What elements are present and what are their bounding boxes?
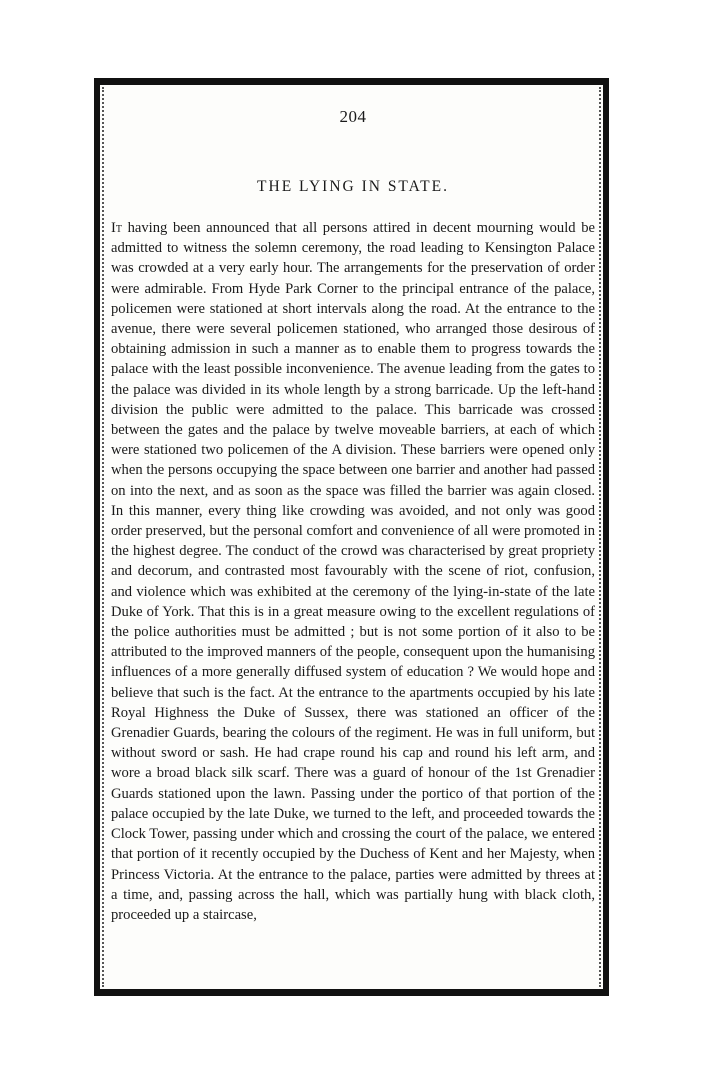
chapter-title: THE LYING IN STATE. (257, 178, 449, 195)
page-number: 204 (339, 107, 367, 126)
lead-word: It (111, 220, 122, 236)
body-text: having been announced that all persons attired in decent mourning would be admitted to witness the solemn ceremony, the road leading to Kensington Palace was crowded at a very early hour. The arrangements for the preservation of order were admirable. From Hyde Park Corner to the principal entrance of the palace, policemen were stationed at short intervals along the road. At the entrance to the avenue, there were several policemen stationed, who arranged those desirous of obtaining admission in such a manner as to enable them to progress towards the palace with the least possible inconvenience. The avenue leading from the gates to the palace was divided in its whole length by a strong barricade. Up the left-hand division the public were admitted to the palace. This barricade was crossed between the gates and the palace by twelve moveable barriers, at each of which were stationed two policemen of the A division. These barriers were opened only when the persons occupying the space between one barrier and another had passed on into the next, and as soon as the space was filled the barrier was again closed. In this manner, every thing like crowding was avoided, and not only was good order preserved, but the personal comfort and convenience of all were promoted in the highest degree. The conduct of the crowd was characterised by great propriety and decorum, and contrasted most favourably with the scene of riot, confusion, and violence which was exhibited at the ceremony of the lying-in-state of the late Duke of York. That this is in a great measure owing to the excellent regulations of the police authorities must be admitted ; but is not some portion of it also to be attributed to the improved manners of the people, consequent upon the humanising influences of a more generally diffused system of education ? We would hope and believe that such is the fact. At the entrance to the apartments occupied by his late Royal Highness the Duke of Sussex, there was stationed an officer of the Grenadier Guards, bearing the colours of the regiment. He was in full uniform, but without sword or sash. He had crape round his cap and round his left arm, and wore a broad black silk scarf. There was a guard of honour of the 1st Grenadier Guards stationed upon the lawn. Passing under the portico of that portion of the palace occupied by the late Duke, we turned to the left, and proceeded towards the Clock Tower, passing under which and crossing the court of the palace, we entered that portion of it recently occupied by the Duchess of Kent and her Majesty, when Princess Victoria. At the entrance to the palace, parties were admitted by threes at a time, and, passing across the hall, which was partially hung with black cloth, proceeded up a staircase, (111, 220, 595, 923)
page-text-block (111, 96, 595, 940)
body-paragraph (111, 218, 595, 925)
